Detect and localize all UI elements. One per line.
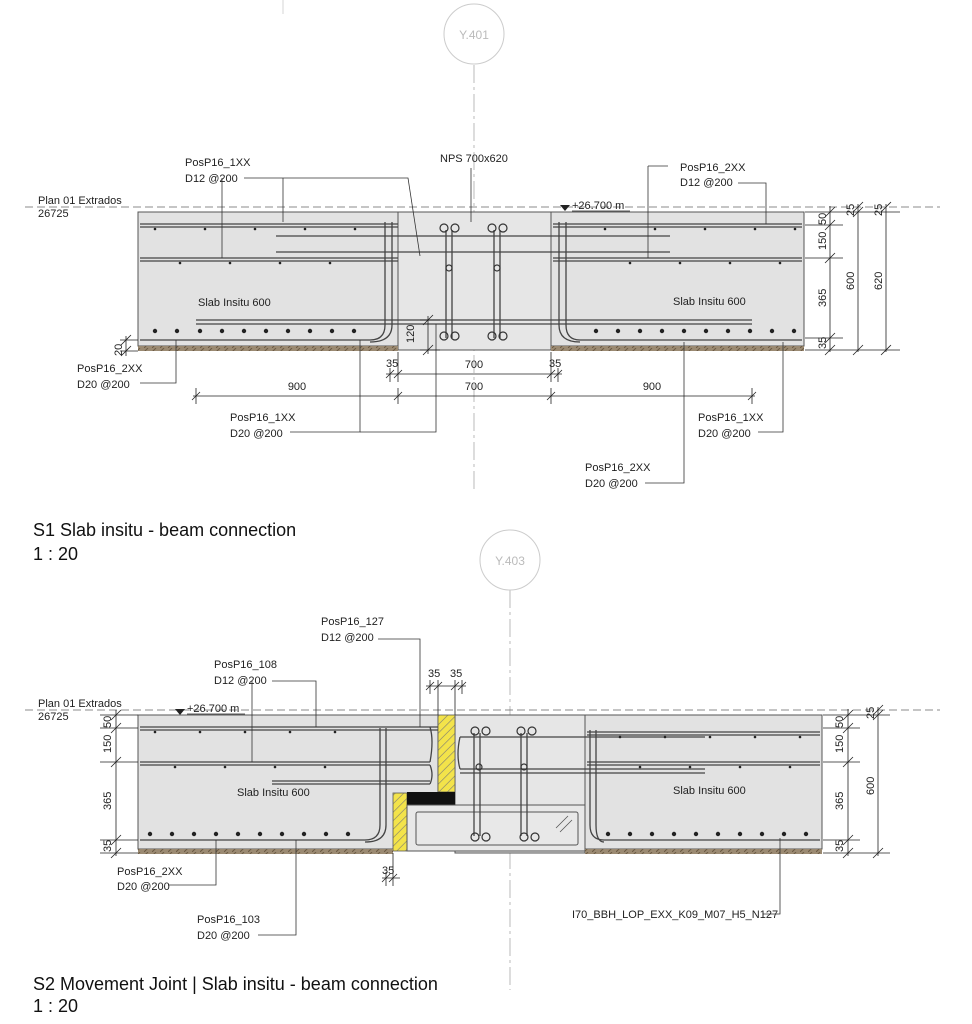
s1-dim-600: 600 [845, 271, 857, 290]
s1-slab-right [551, 212, 804, 346]
s2-bedding-right [585, 849, 822, 854]
s2-dim-t35a: 35 [428, 668, 441, 680]
s2-dim-r35: 35 [834, 839, 846, 852]
s2-elevation-marker-icon [175, 709, 185, 715]
s2-title: S2 Movement Joint | Slab insitu - beam connection [33, 974, 438, 994]
s1-dim-35m: 35 [549, 358, 562, 370]
s2-tag-2xx-b: D20 @200 [117, 881, 170, 893]
s2-grid-label: Y.403 [495, 554, 525, 568]
s1-grid-label: Y.401 [459, 28, 489, 42]
s2-slab-label-left: Slab Insitu 600 [237, 787, 310, 799]
s1-level-value: 26725 [38, 208, 69, 220]
s2-dim-r600: 600 [865, 776, 877, 795]
s1-scale: 1 : 20 [33, 544, 79, 564]
s1-elevation-marker-icon [560, 205, 570, 211]
s2-dim-b35: 35 [382, 865, 395, 877]
s1-dim-150: 150 [817, 231, 829, 250]
s1-dim-620: 620 [873, 271, 885, 290]
s1-bedding-left [138, 346, 398, 351]
s1-dim-700a: 700 [464, 359, 484, 371]
s2-dim-r150: 150 [834, 734, 846, 753]
s1-slab-label-left: Slab Insitu 600 [198, 297, 271, 309]
s1-tag-bb-b: D20 @200 [585, 478, 638, 490]
s2-dim-t35b: 35 [450, 668, 463, 680]
s2-elevation: +26.700 m [187, 703, 240, 715]
s1-slab-label-right: Slab Insitu 600 [673, 296, 746, 308]
s2-dim-l35: 35 [102, 839, 114, 852]
s1-tag-bl-b: D20 @200 [77, 379, 130, 391]
s2-tag-108-a: PosP16_108 [214, 659, 277, 671]
s1-title: S1 Slab insitu - beam connection [33, 520, 297, 540]
s2-bedding-left [138, 849, 393, 854]
s1-dim-35l: 35 [386, 358, 399, 370]
s1-dim-900b: 900 [642, 381, 662, 393]
s2-tag-103-a: PosP16_103 [197, 914, 260, 926]
s2-dim-l150: 150 [102, 734, 114, 753]
s1-level-name: Plan 01 Extrados [38, 195, 122, 207]
s1-tag-br-b: D20 @200 [698, 428, 751, 440]
s2-level-name: Plan 01 Extrados [38, 698, 122, 710]
s2-tag-ref: I70_BBH_LOP_EXX_K09_M07_H5_N127 [572, 909, 779, 921]
s1-tag-top-left-a: PosP16_1XX [185, 157, 251, 169]
s2-dim-r50: 50 [834, 715, 846, 728]
s1-tag-top-right-b: D12 @200 [680, 177, 733, 189]
s1-beam-label: NPS 700x620 [440, 153, 508, 165]
s2-tag-103-b: D20 @200 [197, 930, 250, 942]
s1-tag-bm-b: D20 @200 [230, 428, 283, 440]
s2-joint-filler-upper [438, 715, 455, 792]
s1-dim-50: 50 [817, 212, 829, 225]
s2-dim-r25: 25 [865, 706, 877, 719]
s1-dim-25a: 25 [845, 203, 857, 216]
s2-left-dimensions [100, 710, 138, 858]
s1-tag-top-right-a: PosP16_2XX [680, 162, 746, 174]
s1-dim-365: 365 [817, 288, 829, 307]
s2-dim-r365: 365 [834, 791, 846, 810]
s1-dim-20: 20 [113, 343, 125, 356]
s2-dim-l365: 365 [102, 791, 114, 810]
s1-dim-25b: 25 [873, 203, 885, 216]
s1-tag-br-a: PosP16_1XX [698, 412, 764, 424]
s1-tag-bb-a: PosP16_2XX [585, 462, 651, 474]
s2-scale: 1 : 20 [33, 996, 79, 1016]
s2-tag-127-b: D12 @200 [321, 632, 374, 644]
s2-joint-pad [407, 792, 455, 805]
s1-dim-700b: 700 [464, 381, 484, 393]
s2-tag-2xx-a: PosP16_2XX [117, 866, 183, 878]
s1-tag-top-left-b: D12 @200 [185, 173, 238, 185]
s1-dim-900a: 900 [287, 381, 307, 393]
s2-section [25, 530, 940, 990]
s2-tag-108-b: D12 @200 [214, 675, 267, 687]
s1-dim-35r: 35 [817, 336, 829, 349]
s2-joint-filler-lower [393, 793, 407, 851]
s1-slab-left [138, 212, 398, 346]
s2-dim-l50: 50 [102, 715, 114, 728]
s1-section [25, 0, 940, 490]
s1-elevation: +26.700 m [572, 200, 625, 212]
s2-level-value: 26725 [38, 711, 69, 723]
s1-dim-120: 120 [405, 324, 417, 343]
s2-slab-label-right: Slab Insitu 600 [673, 785, 746, 797]
s1-tag-bl-a: PosP16_2XX [77, 363, 143, 375]
s2-tag-127-a: PosP16_127 [321, 616, 384, 628]
s1-tag-bm-a: PosP16_1XX [230, 412, 296, 424]
s1-beam [398, 212, 551, 350]
s1-bedding-right [551, 346, 804, 351]
